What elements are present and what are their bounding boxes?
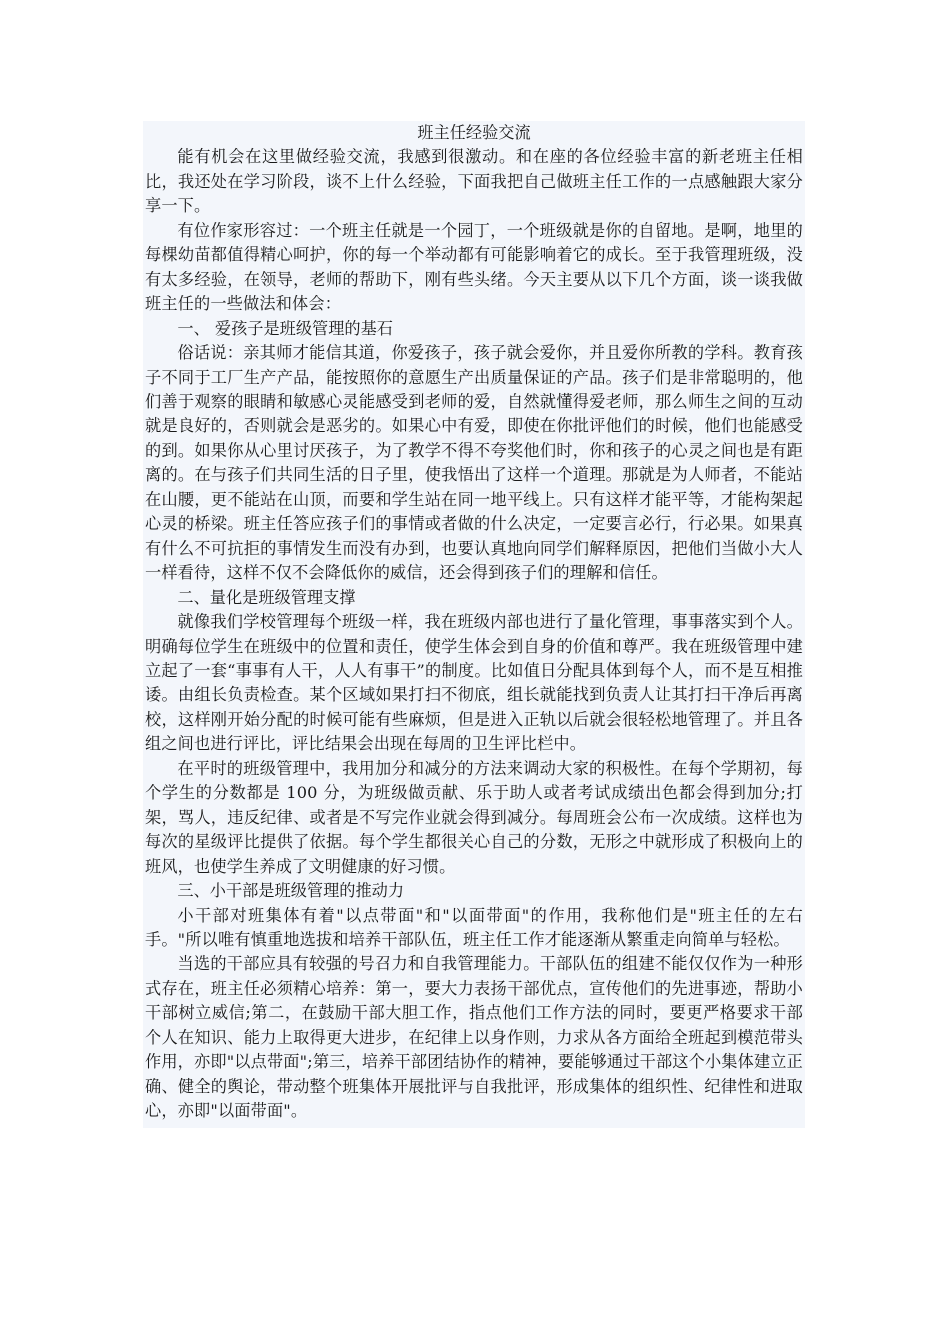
section-heading-1: 一、 爱孩子是班级管理的基石 — [177, 318, 393, 338]
gardener-paragraph: 有位作家形容过：一个班主任就是一个园丁，一个班级就是你的自留地。是啊，地里的每棵幼苗都值得精心呵护，你的每一个举动都有可能影响着它的成长。至于我管理班级，没有太多经验，在领导，老师的帮助下，刚有些头绪。今天主要从以下几个方面，谈一谈我做班主任的一些做法和体会： — [145, 220, 803, 314]
class-cadres-paragraph: 小干部对班集体有着"以点带面"和"以面带面"的作用，我称他们是"班主任的左右手。"所以唯有慎重地选拔和培养干部队伍，班主任工作才能逐渐从繁重走向简单与轻松。 — [145, 905, 803, 949]
document-body — [143, 121, 805, 1128]
cadre-training-paragraph: 当选的干部应具有较强的号召力和自我管理能力。干部队伍的组建不能仅仅作为一种形式存在，班主任必须精心培养：第一，要大力表扬干部优点，宣传他们的先进事迹，帮助小干部树立威信;第二，在鼓励干部大胆工作，指点他们工作方法的同时，要更严格要求干部个人在知识、能力上取得更大进步，在纪律上以身作则，力求从各方面给全班起到模范带头作用，亦即"以点带面";第三，培养干部团结协作的精神，要能够通过干部这个小集体建立正确、健全的舆论，带动整个班集体开展批评与自我批评，形成集体的组织性、纪律性和进取心，亦即"以面带面"。 — [145, 954, 803, 1121]
section-heading-2: 二、量化是班级管理支撑 — [177, 587, 356, 607]
quantified-management-paragraph: 就像我们学校管理每个班级一样，我在班级内部也进行了量化管理，事事落实到个人。明确每位学生在班级中的位置和责任，使学生体会到自身的价值和尊严。我在班级管理中建立起了一套“事事有人干，人人有事干”的制度。比如值日分配具体到每个人，而不是互相推诿。由组长负责检查。某个区域如果打扫不彻底，组长就能找到负责人让其打扫干净后再离校，这样刚开始分配的时候可能有些麻烦，但是进入正轨以后就会很轻松地管理了。并且各组之间也进行评比，评比结果会出现在每周的卫生评比栏中。 — [145, 612, 803, 754]
document-title: 班主任经验交流 — [417, 123, 531, 142]
intro-paragraph: 能有机会在这里做经验交流，我感到很激动。和在座的各位经验丰富的新老班主任相比，我还处在学习阶段，谈不上什么经验，下面我把自己做班主任工作的一点感触跟大家分享一下。 — [145, 147, 803, 216]
love-children-paragraph: 俗话说：亲其师才能信其道，你爱孩子，孩子就会爱你，并且爱你所教的学科。教育孩子不同于工厂生产产品，能按照你的意愿生产出质量保证的产品。孩子们是非常聪明的，他们善于观察的眼睛和敏感心灵能感受到老师的爱，自然就懂得爱老师，那么师生之间的互动就是良好的，否则就会是恶劣的。如果心中有爱，即使在你批评他们的时候，他们也能感受的到。如果你从心里讨厌孩子，为了教学不得不夸奖他们时，你和孩子的心灵之间也是有距离的。在与孩子们共同生活的日子里，使我悟出了这样一个道理。那就是为人师者，不能站在山腰，更不能站在山顶，而要和学生站在同一地平线上。只有这样才能平等，才能构架起心灵的桥梁。班主任答应孩子们的事情或者做的什么决定，一定要言必行，行必果。如果真有什么不可抗拒的事情发生而没有办到，也要认真地向同学们解释原因，把他们当做小大人一样看待，这样不仅不会降低你的威信，还会得到孩子们的理解和信任。 — [145, 343, 803, 583]
section-heading-3: 三、小干部是班级管理的推动力 — [177, 881, 405, 901]
points-system-paragraph: 在平时的班级管理中，我用加分和减分的方法来调动大家的积极性。在每个学期初，每个学生的分数都是 100 分，为班级做贡献、乐于助人或者考试成绩出色都会得到加分;打架，骂人，违反纪律、或者是不写完作业就会得到减分。每周班会公布一次成绩。这样也为每次的星级评比提供了依据。每个学生都很关心自己的分数，无形之中就形成了积极向上的班风，也使学生养成了文明健康的好习惯。 — [145, 758, 803, 876]
